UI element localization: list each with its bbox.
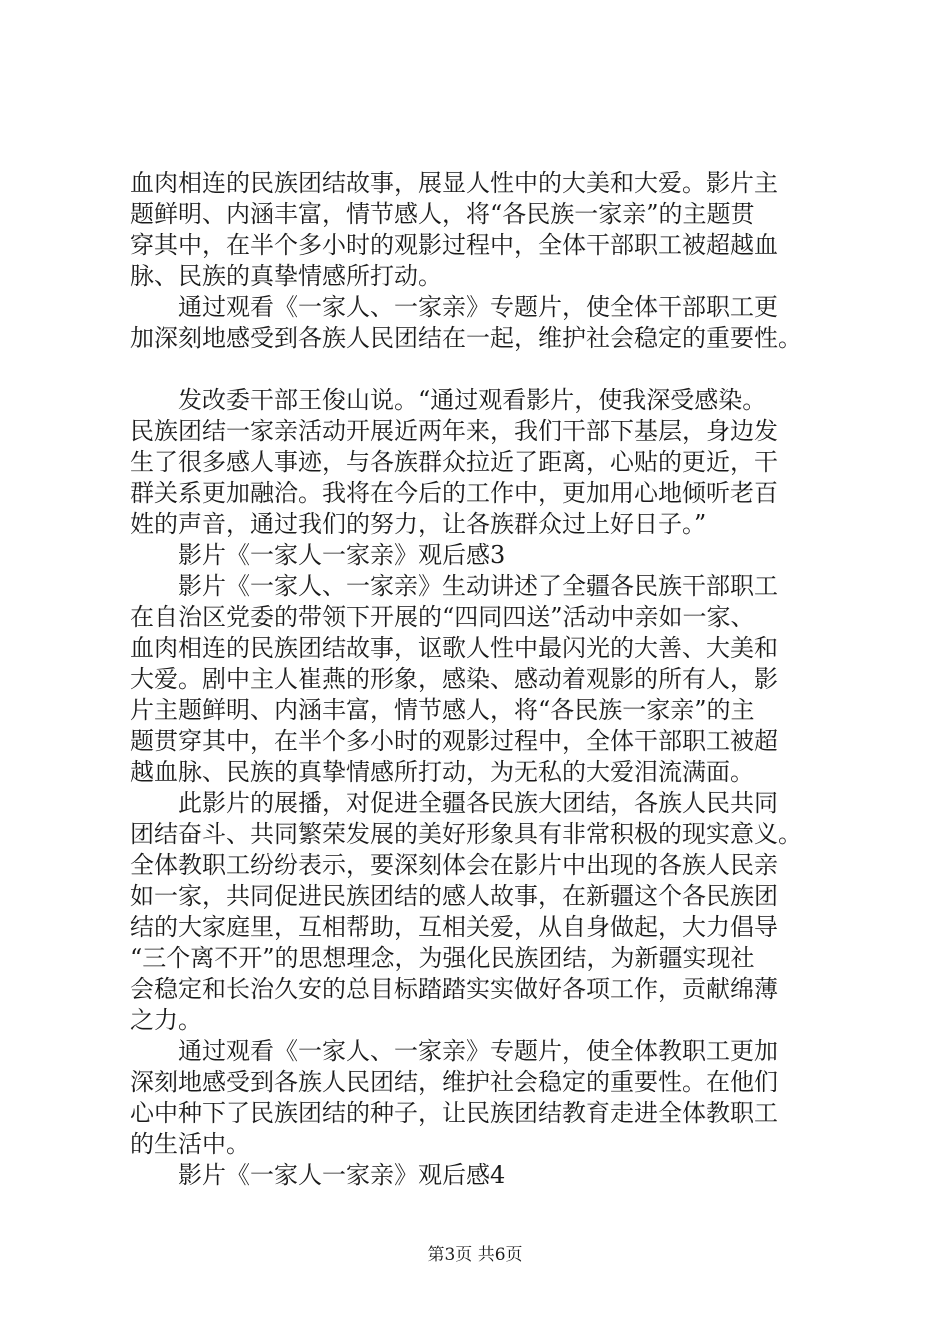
text-line: 穿其中，在半个多小时的观影过程中，全体干部职工被超越血 bbox=[130, 231, 778, 259]
text-line: 越血脉、民族的真挚情感所打动，为无私的大爱泪流满面。 bbox=[130, 758, 754, 786]
text-line: 题贯穿其中，在半个多小时的观影过程中，全体干部职工被超 bbox=[130, 727, 778, 755]
text-line: 全体教职工纷纷表示，要深刻体会在影片中出现的各族人民亲 bbox=[130, 851, 778, 879]
text-line: 生了很多感人事迹，与各族群众拉近了距离，心贴的更近，干 bbox=[130, 448, 778, 476]
text-line: 深刻地感受到各族人民团结，维护社会稳定的重要性。在他们 bbox=[130, 1068, 778, 1096]
text-line: 脉、民族的真挚情感所打动。 bbox=[130, 262, 442, 290]
paragraph-first-line: 影片《一家人、一家亲》生动讲述了全疆各民族干部职工 bbox=[178, 572, 778, 600]
section-heading: 影片《一家人一家亲》观后感3 bbox=[178, 541, 506, 569]
text-line: 团结奋斗、共同繁荣发展的美好形象具有非常积极的现实意义。 bbox=[130, 820, 802, 848]
text-line: 血肉相连的民族团结故事，展显人性中的大美和大爱。影片主 bbox=[130, 169, 778, 197]
paragraph-first-line: 通过观看《一家人、一家亲》专题片，使全体干部职工更 bbox=[178, 293, 778, 321]
paragraph-first-line: 发改委干部王俊山说。“通过观看影片，使我深受感染。 bbox=[178, 386, 767, 414]
paragraph-first-line: 此影片的展播，对促进全疆各民族大团结，各族人民共同 bbox=[178, 789, 778, 817]
blank-line bbox=[130, 354, 850, 385]
section-heading: 影片《一家人一家亲》观后感4 bbox=[178, 1161, 506, 1189]
text-line: 加深刻地感受到各族人民团结在一起，维护社会稳定的重要性。 bbox=[130, 324, 802, 352]
text-line: 姓的声音，通过我们的努力，让各族群众过上好日子。” bbox=[130, 510, 707, 538]
text-line: 心中种下了民族团结的种子，让民族团结教育走进全体教职工 bbox=[130, 1099, 778, 1127]
text-line: 血肉相连的民族团结故事，讴歌人性中最闪光的大善、大美和 bbox=[130, 634, 778, 662]
text-line: 大爱。剧中主人崔燕的形象，感染、感动着观影的所有人，影 bbox=[130, 665, 778, 693]
document-body bbox=[130, 168, 850, 1191]
text-line: 片主题鲜明、内涵丰富，情节感人，将“各民族一家亲”的主 bbox=[130, 696, 755, 724]
text-line: “三个离不开”的思想理念，为强化民族团结，为新疆实现社 bbox=[130, 944, 755, 972]
page-number: 第3页 共6页 bbox=[427, 1245, 523, 1265]
text-line: 结的大家庭里，互相帮助，互相关爱，从自身做起，大力倡导 bbox=[130, 913, 778, 941]
paragraph-first-line: 通过观看《一家人、一家亲》专题片，使全体教职工更加 bbox=[178, 1037, 778, 1065]
text-line: 如一家，共同促进民族团结的感人故事，在新疆这个各民族团 bbox=[130, 882, 778, 910]
text-line: 民族团结一家亲活动开展近两年来，我们干部下基层，身边发 bbox=[130, 417, 778, 445]
text-line: 在自治区党委的带领下开展的“四同四送”活动中亲如一家、 bbox=[130, 603, 755, 631]
text-line: 群关系更加融洽。我将在今后的工作中，更加用心地倾听老百 bbox=[130, 479, 778, 507]
text-line: 会稳定和长治久安的总目标踏踏实实做好各项工作，贡献绵薄 bbox=[130, 975, 778, 1003]
page-footer bbox=[0, 1245, 950, 1265]
text-line: 的生活中。 bbox=[130, 1130, 250, 1158]
text-line: 题鲜明、内涵丰富，情节感人，将“各民族一家亲”的主题贯 bbox=[130, 200, 755, 228]
text-line: 之力。 bbox=[130, 1006, 202, 1034]
